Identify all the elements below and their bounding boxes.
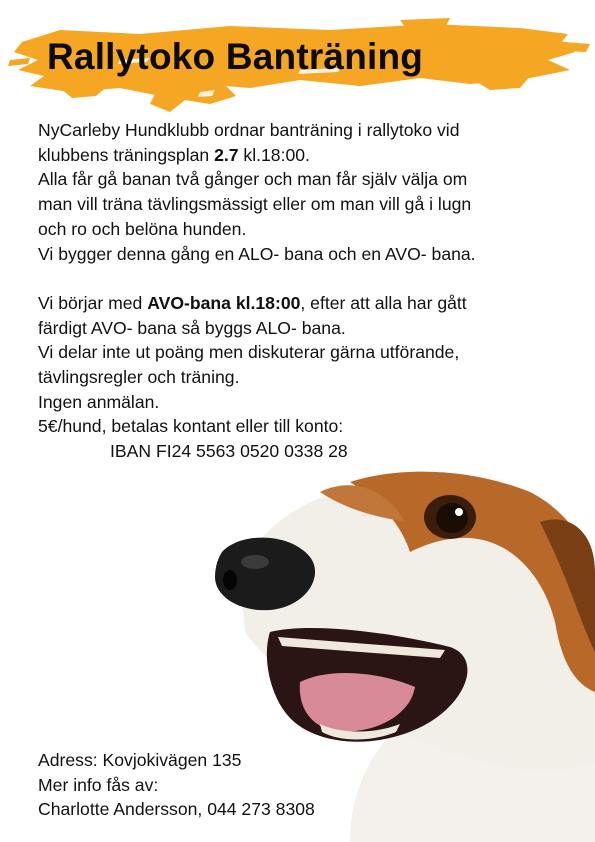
page-title: Rallytoko Banträning	[47, 36, 424, 77]
body-text-span: Vi börjar med	[38, 292, 148, 313]
contact-footer	[38, 748, 315, 822]
iban-line: IBAN FI24 5563 0520 0338 28	[110, 441, 348, 462]
body-line: Vi bygger denna gång en ALO- bana och en AVO- bana.	[38, 243, 476, 264]
body-line: tävlingsregler och träning.	[38, 367, 240, 388]
body-line: Ingen anmälan.	[38, 391, 160, 412]
address-line: Adress: Kovjokivägen 135	[38, 750, 242, 770]
body-line: och ro och belöna hunden.	[38, 218, 247, 239]
more-info-line: Mer info fås av:	[38, 774, 159, 795]
start-time-highlight: AVO-bana kl.18:00	[147, 292, 301, 313]
body-line: Alla får gå banan två gånger och man får själv välja om	[38, 169, 468, 190]
body-text-span: klubbens träningsplan	[38, 144, 215, 165]
body-line: NyCarleby Hundklubb ordnar banträning i rallytoko vid	[38, 120, 460, 140]
body-text-span: kl.18:00.	[238, 144, 310, 165]
body-line: färdigt AVO- bana så byggs ALO- bana.	[38, 317, 346, 338]
body-line: 5€/hund, betalas kontant eller till konto:	[38, 416, 344, 437]
field-number: 2.7	[214, 144, 239, 165]
body-line: Vi delar inte ut poäng men diskuterar gärna utförande,	[38, 342, 460, 363]
announcement-body	[38, 118, 578, 464]
body-line	[38, 143, 578, 168]
contact-line: Charlotte Andersson, 044 273 8308	[38, 799, 315, 820]
body-text-span: , efter att alla har gått	[300, 292, 467, 313]
body-line: man vill träna tävlingsmässigt eller om man vill gå i lugn	[38, 194, 472, 215]
body-line	[38, 291, 578, 316]
